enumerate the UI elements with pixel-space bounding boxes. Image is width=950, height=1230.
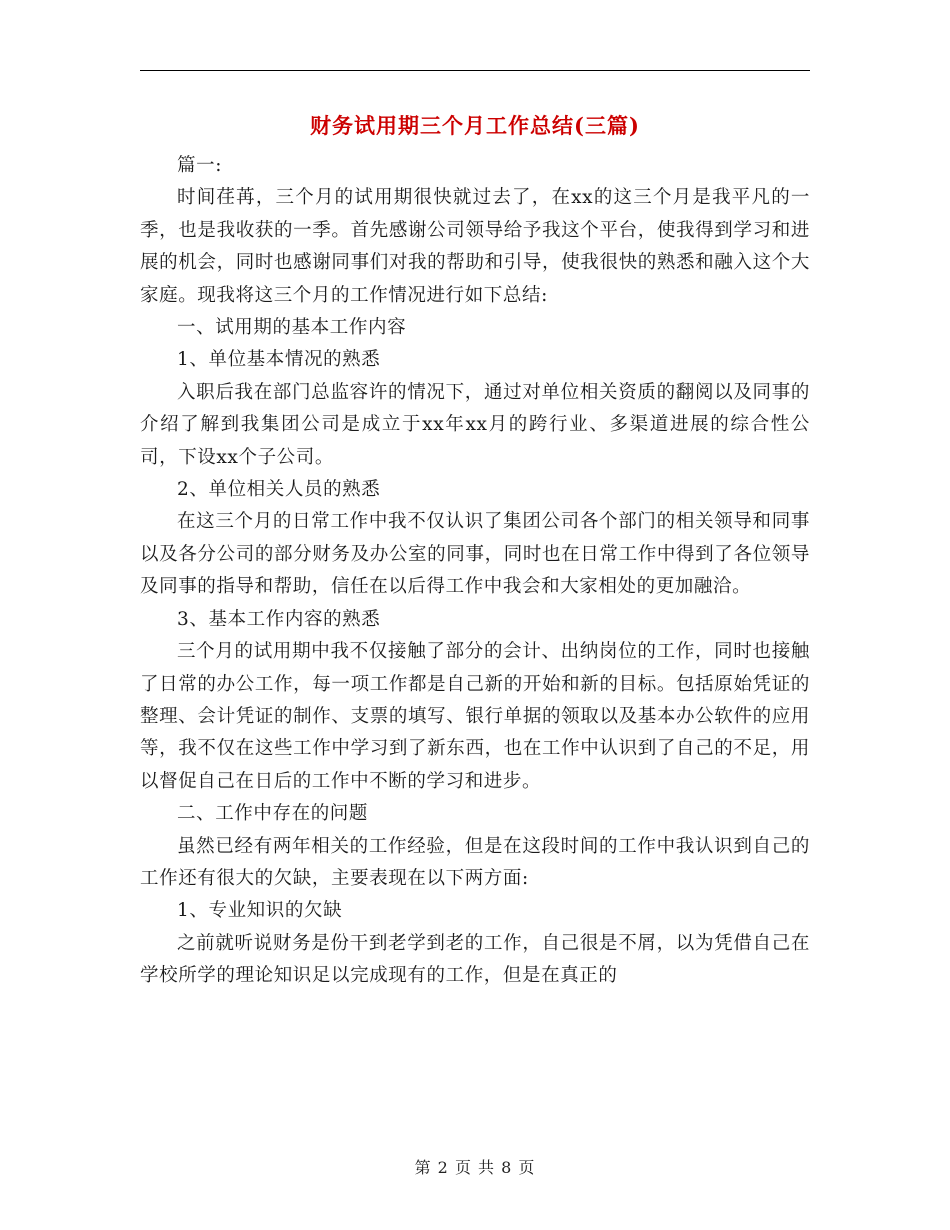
document-title: 财务试用期三个月工作总结(三篇): [310, 113, 640, 138]
subheading-work-content: 3、基本工作内容的熟悉: [177, 608, 381, 630]
paragraph-section-label: 篇一:: [177, 155, 223, 176]
paragraph-work-content: 三个月的试用期中我不仅接触了部分的会计、出纳岗位的工作，同时也接触了日常的办公工作，每一项工作都是自己新的开始和新的目标。包括原始凭证的整理、会计凭证的制作、支票的填写、银行单据的领取以及基本办公软件的应用等，我不仅在这些工作中学习到了新东西，也在工作中认识到了自己的不足，用以督促自己在日后的工作中不断的学习和进步。: [140, 641, 810, 792]
subheading-knowledge-gap: 1、专业知识的欠缺: [177, 900, 343, 922]
heading-basic-work: 一、试用期的基本工作内容: [177, 317, 407, 339]
paragraph-knowledge-gap: 之前就听说财务是份干到老学到老的工作，自己很是不屑，以为凭借自己在学校所学的理论知识足以完成现有的工作，但是在真正的: [140, 932, 810, 987]
heading-problems: 二、工作中存在的问题: [177, 803, 369, 825]
paragraph-intro: 时间荏苒，三个月的试用期很快就过去了，在xx的这三个月是我平凡的一季，也是我收获的一季。首先感谢公司领导给予我这个平台，使我得到学习和进展的机会，同时也感谢同事们对我的帮助和引导，使我很快的熟悉和融入这个大家庭。现我将这三个月的工作情况进行如下总结:: [140, 187, 810, 306]
subheading-unit-staff: 2、单位相关人员的熟悉: [177, 479, 381, 501]
paragraph-unit-basics: 入职后我在部门总监容许的情况下，通过对单位相关资质的翻阅以及同事的介绍了解到我集团公司是成立于xx年xx月的跨行业、多渠道进展的综合性公司，下设xx个子公司。: [140, 381, 810, 468]
paragraph-unit-staff: 在这三个月的日常工作中我不仅认识了集团公司各个部门的相关领导和同事以及各分公司的部分财务及办公室的同事，同时也在日常工作中得到了各位领导及同事的指导和帮助，信任在以后得工作中我会和大家相处的更加融洽。: [140, 511, 810, 598]
header-rule: [140, 70, 810, 71]
subheading-unit-basics: 1、单位基本情况的熟悉: [177, 349, 381, 371]
page-footer: 第 2 页 共 8 页: [414, 1158, 536, 1177]
document-body: [140, 150, 810, 993]
paragraph-problems: 虽然已经有两年相关的工作经验，但是在这段时间的工作中我认识到自己的工作还有很大的欠缺，主要表现在以下两方面:: [140, 835, 810, 889]
